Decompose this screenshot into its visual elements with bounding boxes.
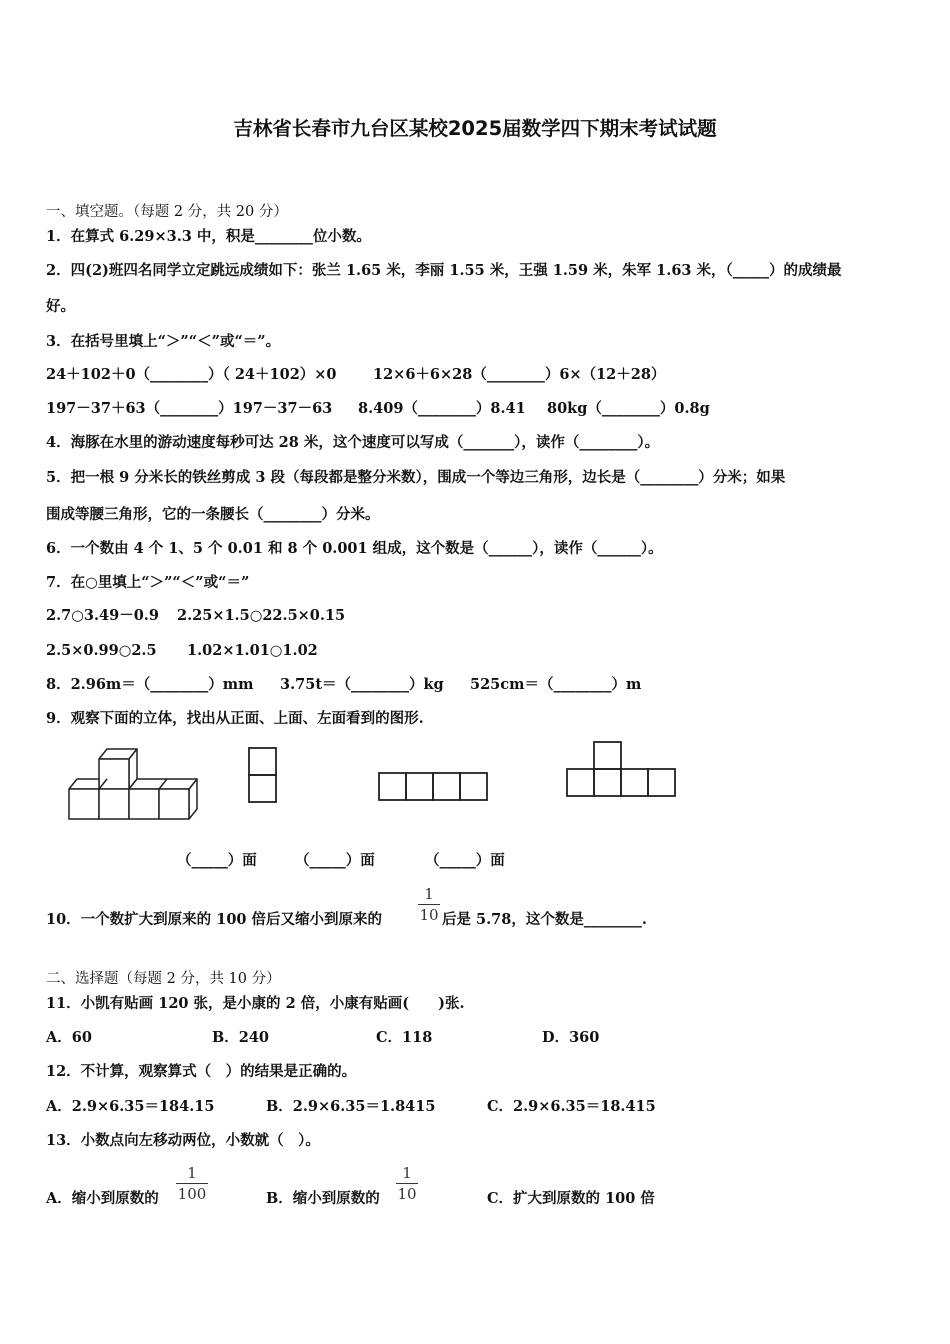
fraction-numerator: 1 [402,1164,412,1182]
view-figure-2 [378,772,492,802]
question-12-stem: 12．不计算，观察算式（ ）的结果是正确的。 [46,1063,357,1080]
question-10-after: 后是 5.78，这个数是________. [442,911,647,928]
question-2-line-2: 好。 [46,298,75,315]
question-3-stem: 3．在括号里填上“＞”“＜”或“＝”。 [46,333,281,350]
question-7-stem: 7．在○里填上“＞”“＜”或“＝” [46,574,250,591]
question-5-line-1: 5．把一根 9 分米长的铁丝剪成 3 段（每段都是整分米数），围成一个等边三角形，边长是（________）分米；如果 [46,469,786,486]
question-8-item: 525cm＝（________）m [470,676,642,693]
question-12-option: A．2.9×6.35＝184.15 [46,1098,215,1115]
question-13-option-b: B．缩小到原数的 [266,1190,380,1207]
question-7-item: 1.02×1.01○1.02 [187,642,318,659]
question-9-answer: （_____）面 [177,852,257,869]
question-11-option: A．60 [46,1029,92,1046]
question-7-item: 2.25×1.5○22.5×0.15 [177,607,346,624]
question-4: 4．海豚在水里的游动速度每秒可达 28 米，这个速度可以写成（_______），读作（________）。 [46,434,660,451]
fraction-denominator: 10 [397,1185,417,1203]
question-10-fraction [418,885,440,924]
section-1-heading: 一、填空题。（每题 2 分，共 20 分） [46,204,288,220]
fraction-denominator: 10 [419,906,439,924]
question-9-stem: 9．观察下面的立体，找出从正面、上面、左面看到的图形. [46,710,424,727]
section-2-heading: 二、选择题（每题 2 分，共 10 分） [46,971,281,987]
question-9-answer: （_____）面 [425,852,505,869]
question-6: 6．一个数由 4 个 1、5 个 0.01 和 8 个 0.001 组成，这个数是（______），读作（______）。 [46,540,663,557]
question-5-line-2: 围成等腰三角形，它的一条腰长（________）分米。 [46,506,380,523]
question-11-option: C．118 [376,1029,433,1046]
question-13-option-c: C．扩大到原数的 100 倍 [487,1190,655,1207]
question-10-before: 10．一个数扩大到原来的 100 倍后又缩小到原来的 [46,911,383,928]
question-2-line-1: 2．四(2)班四名同学立定跳远成绩如下：张兰 1.65 米，李丽 1.55 米，王强 1.59 米，朱军 1.63 米，（_____）的成绩最 [46,262,842,279]
page-title: 吉林省长春市九台区某校2025届数学四下期末考试试题 [233,117,717,140]
question-11-option: B．240 [212,1029,270,1046]
question-13-stem: 13．小数点向左移动两位，小数就（ ）。 [46,1132,320,1149]
view-figure-3 [566,741,680,799]
question-3-item: 80kg（________）0.8g [547,400,710,417]
question-8-item: 8．2.96m＝（________）mm [46,676,254,693]
question-13-option-b-fraction [396,1164,418,1203]
question-3-item: 8.409（________）8.41 [358,400,526,417]
fraction-numerator: 1 [187,1164,197,1182]
question-9-answer: （_____）面 [295,852,375,869]
question-7-item: 2.5×0.99○2.5 [46,642,157,659]
question-12-option: C．2.9×6.35＝18.415 [487,1098,656,1115]
question-11-option: D．360 [542,1029,600,1046]
question-12-option: B．2.9×6.35＝1.8415 [266,1098,436,1115]
question-13-option-a: A．缩小到原数的 [46,1190,159,1207]
question-7-item: 2.7○3.49－0.9 [46,607,159,624]
question-3-item: 197－37＋63（________）197－37－63 [46,400,333,417]
fraction-numerator: 1 [424,885,434,903]
solid-figure [66,745,206,821]
view-figure-1 [248,747,278,805]
fraction-denominator: 100 [177,1185,207,1203]
question-8-item: 3.75t＝（________）kg [280,676,444,693]
question-3-item: 12×6＋6×28（________）6×（12＋28） [373,366,666,383]
question-1: 1．在算式 6.29×3.3 中，积是________位小数。 [46,228,371,245]
question-11-stem: 11．小凯有贴画 120 张，是小康的 2 倍，小康有贴画( )张. [46,995,465,1012]
question-13-option-a-fraction [176,1164,208,1203]
question-3-item: 24＋102＋0（________）（ 24＋102）×0 [46,366,337,383]
